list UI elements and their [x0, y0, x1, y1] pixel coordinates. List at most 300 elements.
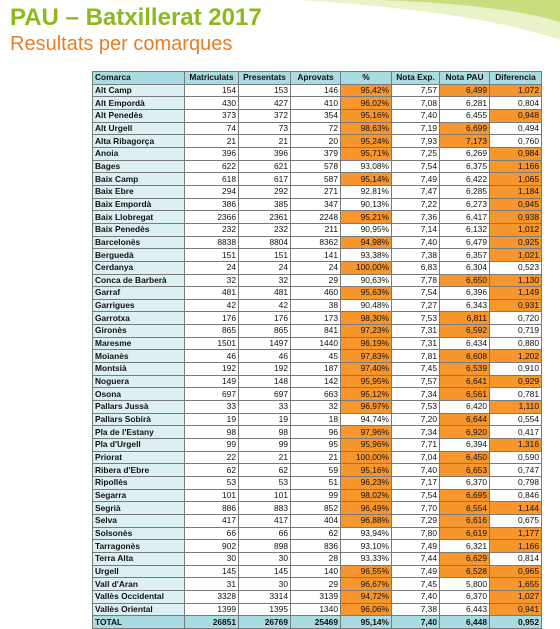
presentats-cell: 53	[239, 477, 291, 490]
matriculats-cell: 21	[185, 135, 239, 148]
comarca-cell: Urgell	[93, 565, 185, 578]
nota-exp-cell: 7,54	[392, 160, 440, 173]
comarca-cell: Vall d'Aran	[93, 578, 185, 591]
diferencia-cell: 0,804	[490, 97, 542, 110]
table-row	[93, 502, 542, 515]
diferencia-cell: 1,655	[490, 578, 542, 591]
presentats-cell: 24	[239, 261, 291, 274]
aprovats-cell: 24	[291, 261, 341, 274]
results-table-container	[92, 71, 541, 629]
nota-pau-cell: 6,132	[440, 223, 490, 236]
diferencia-cell: 0,554	[490, 413, 542, 426]
nota-pau-cell: 6,443	[440, 603, 490, 616]
comarca-cell: Osona	[93, 388, 185, 401]
percent-cell: 96,55%	[341, 565, 392, 578]
column-header: Diferencia	[490, 72, 542, 85]
table-row	[93, 274, 542, 287]
nota-pau-cell: 6,499	[440, 84, 490, 97]
nota-pau-cell: 7,173	[440, 135, 490, 148]
nota-exp-cell: 7,54	[392, 287, 440, 300]
diferencia-cell: 0,747	[490, 464, 542, 477]
diferencia-cell: 1,021	[490, 249, 542, 262]
diferencia-cell: 0,814	[490, 552, 542, 565]
matriculats-cell: 62	[185, 464, 239, 477]
column-header: Nota Exp.	[392, 72, 440, 85]
percent-cell: 96,88%	[341, 514, 392, 527]
aprovats-cell: 404	[291, 514, 341, 527]
matriculats-cell: 622	[185, 160, 239, 173]
nota-exp-cell: 7,19	[392, 122, 440, 135]
percent-cell: 97,23%	[341, 325, 392, 338]
diferencia-cell: 0,798	[490, 477, 542, 490]
percent-cell: 95,24%	[341, 135, 392, 148]
column-header: %	[341, 72, 392, 85]
nota-exp-cell: 7,93	[392, 135, 440, 148]
comarca-cell: Baix Penedès	[93, 223, 185, 236]
comarca-cell: Alt Camp	[93, 84, 185, 97]
matriculats-cell: 101	[185, 489, 239, 502]
matriculats-cell: 2366	[185, 211, 239, 224]
table-row	[93, 97, 542, 110]
presentats-cell: 30	[239, 552, 291, 565]
percent-cell: 95,12%	[341, 388, 392, 401]
comarca-cell: Alt Empordà	[93, 97, 185, 110]
percent-cell: 95,63%	[341, 287, 392, 300]
presentats-cell: 42	[239, 299, 291, 312]
diferencia-cell: 1,166	[490, 160, 542, 173]
presentats-cell: 33	[239, 401, 291, 414]
table-row	[93, 590, 542, 603]
nota-exp-cell: 7,31	[392, 325, 440, 338]
nota-exp-cell: 7,45	[392, 578, 440, 591]
diferencia-cell: 0,938	[490, 211, 542, 224]
aprovats-cell: 1340	[291, 603, 341, 616]
aprovats-cell: 187	[291, 363, 341, 376]
percent-cell: 100,00%	[341, 261, 392, 274]
table-row	[93, 312, 542, 325]
percent-cell: 93,94%	[341, 527, 392, 540]
percent-cell: 95,96%	[341, 439, 392, 452]
nota-pau-cell: 6,450	[440, 451, 490, 464]
total-matriculats-cell: 26851	[185, 616, 239, 629]
aprovats-cell: 1440	[291, 337, 341, 350]
diferencia-cell: 0,941	[490, 603, 542, 616]
comarca-cell: Gironès	[93, 325, 185, 338]
matriculats-cell: 31	[185, 578, 239, 591]
diferencia-cell: 1,149	[490, 287, 542, 300]
nota-pau-cell: 6,608	[440, 350, 490, 363]
percent-cell: 95,14%	[341, 173, 392, 186]
aprovats-cell: 28	[291, 552, 341, 565]
presentats-cell: 621	[239, 160, 291, 173]
presentats-cell: 192	[239, 363, 291, 376]
matriculats-cell: 151	[185, 249, 239, 262]
table-row	[93, 413, 542, 426]
table-row	[93, 147, 542, 160]
presentats-cell: 292	[239, 185, 291, 198]
percent-cell: 97,96%	[341, 426, 392, 439]
nota-pau-cell: 6,370	[440, 477, 490, 490]
table-row	[93, 173, 542, 186]
aprovats-cell: 852	[291, 502, 341, 515]
table-row	[93, 489, 542, 502]
total-percent-cell: 95,14%	[341, 616, 392, 629]
matriculats-cell: 30	[185, 552, 239, 565]
presentats-cell: 697	[239, 388, 291, 401]
table-row	[93, 565, 542, 578]
table-row	[93, 135, 542, 148]
percent-cell: 93,33%	[341, 552, 392, 565]
nota-pau-cell: 6,641	[440, 375, 490, 388]
diferencia-cell: 0,760	[490, 135, 542, 148]
nota-pau-cell: 6,699	[440, 122, 490, 135]
comarca-cell: Priorat	[93, 451, 185, 464]
table-row	[93, 552, 542, 565]
diferencia-cell: 1,202	[490, 350, 542, 363]
table-row	[93, 261, 542, 274]
nota-exp-cell: 6,83	[392, 261, 440, 274]
nota-pau-cell: 6,455	[440, 109, 490, 122]
table-row	[93, 514, 542, 527]
nota-pau-cell: 6,592	[440, 325, 490, 338]
percent-cell: 93,08%	[341, 160, 392, 173]
percent-cell: 96,06%	[341, 603, 392, 616]
table-row	[93, 223, 542, 236]
percent-cell: 96,67%	[341, 578, 392, 591]
matriculats-cell: 33	[185, 401, 239, 414]
nota-exp-cell: 7,38	[392, 249, 440, 262]
table-row	[93, 325, 542, 338]
table-row	[93, 299, 542, 312]
comarca-cell: Alt Urgell	[93, 122, 185, 135]
diferencia-cell: 0,945	[490, 198, 542, 211]
nota-exp-cell: 7,04	[392, 451, 440, 464]
aprovats-cell: 211	[291, 223, 341, 236]
nota-exp-cell: 7,25	[392, 147, 440, 160]
comarca-cell: Maresme	[93, 337, 185, 350]
diferencia-cell: 0,984	[490, 147, 542, 160]
table-row	[93, 578, 542, 591]
nota-pau-cell: 6,281	[440, 97, 490, 110]
nota-exp-cell: 7,08	[392, 97, 440, 110]
comarca-cell: Cerdanya	[93, 261, 185, 274]
nota-pau-cell: 6,619	[440, 527, 490, 540]
table-row	[93, 439, 542, 452]
matriculats-cell: 42	[185, 299, 239, 312]
nota-pau-cell: 6,479	[440, 236, 490, 249]
nota-pau-cell: 6,920	[440, 426, 490, 439]
aprovats-cell: 836	[291, 540, 341, 553]
presentats-cell: 385	[239, 198, 291, 211]
presentats-cell: 151	[239, 249, 291, 262]
nota-exp-cell: 7,38	[392, 603, 440, 616]
percent-cell: 96,23%	[341, 477, 392, 490]
aprovats-cell: 663	[291, 388, 341, 401]
total-aprovats-cell: 25469	[291, 616, 341, 629]
table-total-row	[93, 616, 542, 629]
presentats-cell: 417	[239, 514, 291, 527]
nota-exp-cell: 7,40	[392, 109, 440, 122]
nota-pau-cell: 6,370	[440, 590, 490, 603]
comarca-cell: Garraf	[93, 287, 185, 300]
total-nota-exp-cell: 7,40	[392, 616, 440, 629]
matriculats-cell: 176	[185, 312, 239, 325]
nota-pau-cell: 6,417	[440, 211, 490, 224]
percent-cell: 98,02%	[341, 489, 392, 502]
percent-cell: 92,81%	[341, 185, 392, 198]
table-row	[93, 198, 542, 211]
column-header: Matriculats	[185, 72, 239, 85]
comarca-cell: Ripollès	[93, 477, 185, 490]
table-row	[93, 236, 542, 249]
matriculats-cell: 886	[185, 502, 239, 515]
diferencia-cell: 1,184	[490, 185, 542, 198]
aprovats-cell: 354	[291, 109, 341, 122]
percent-cell: 94,98%	[341, 236, 392, 249]
table-row	[93, 401, 542, 414]
percent-cell: 95,95%	[341, 375, 392, 388]
comarca-cell: Pallars Jussà	[93, 401, 185, 414]
comarca-cell: Alta Ribagorça	[93, 135, 185, 148]
percent-cell: 96,19%	[341, 337, 392, 350]
comarca-cell: Pla d'Urgell	[93, 439, 185, 452]
aprovats-cell: 146	[291, 84, 341, 97]
table-row	[93, 464, 542, 477]
nota-pau-cell: 6,561	[440, 388, 490, 401]
comarca-cell: Alt Penedès	[93, 109, 185, 122]
aprovats-cell: 72	[291, 122, 341, 135]
presentats-cell: 66	[239, 527, 291, 540]
matriculats-cell: 32	[185, 274, 239, 287]
diferencia-cell: 0,931	[490, 299, 542, 312]
comarca-cell: Baix Empordà	[93, 198, 185, 211]
aprovats-cell: 2248	[291, 211, 341, 224]
presentats-cell: 30	[239, 578, 291, 591]
diferencia-cell: 1,065	[490, 173, 542, 186]
nota-pau-cell: 6,528	[440, 565, 490, 578]
presentats-cell: 148	[239, 375, 291, 388]
diferencia-cell: 0,925	[490, 236, 542, 249]
matriculats-cell: 66	[185, 527, 239, 540]
nota-pau-cell: 5,800	[440, 578, 490, 591]
aprovats-cell: 141	[291, 249, 341, 262]
matriculats-cell: 24	[185, 261, 239, 274]
column-header: Nota PAU	[440, 72, 490, 85]
aprovats-cell: 460	[291, 287, 341, 300]
nota-exp-cell: 7,36	[392, 211, 440, 224]
table-row	[93, 527, 542, 540]
aprovats-cell: 45	[291, 350, 341, 363]
comarca-cell: Vallès Occidental	[93, 590, 185, 603]
matriculats-cell: 232	[185, 223, 239, 236]
comarca-cell: Moianès	[93, 350, 185, 363]
aprovats-cell: 173	[291, 312, 341, 325]
table-row	[93, 160, 542, 173]
nota-pau-cell: 6,285	[440, 185, 490, 198]
presentats-cell: 19	[239, 413, 291, 426]
diferencia-cell: 1,177	[490, 527, 542, 540]
aprovats-cell: 347	[291, 198, 341, 211]
presentats-cell: 898	[239, 540, 291, 553]
results-table	[92, 71, 542, 629]
diferencia-cell: 1,166	[490, 540, 542, 553]
nota-pau-cell: 6,695	[440, 489, 490, 502]
nota-pau-cell: 6,644	[440, 413, 490, 426]
diferencia-cell: 1,144	[490, 502, 542, 515]
comarca-cell: Baix Llobregat	[93, 211, 185, 224]
diferencia-cell: 0,880	[490, 337, 542, 350]
nota-exp-cell: 7,40	[392, 236, 440, 249]
diferencia-cell: 0,965	[490, 565, 542, 578]
percent-cell: 96,02%	[341, 97, 392, 110]
comarca-cell: Pla de l'Estany	[93, 426, 185, 439]
matriculats-cell: 22	[185, 451, 239, 464]
diferencia-cell: 0,846	[490, 489, 542, 502]
nota-pau-cell: 6,321	[440, 540, 490, 553]
comarca-cell: Segarra	[93, 489, 185, 502]
nota-pau-cell: 6,422	[440, 173, 490, 186]
presentats-cell: 98	[239, 426, 291, 439]
percent-cell: 93,10%	[341, 540, 392, 553]
nota-pau-cell: 6,273	[440, 198, 490, 211]
nota-exp-cell: 7,70	[392, 502, 440, 515]
presentats-cell: 1395	[239, 603, 291, 616]
nota-pau-cell: 6,653	[440, 464, 490, 477]
percent-cell: 90,63%	[341, 274, 392, 287]
nota-exp-cell: 7,40	[392, 590, 440, 603]
aprovats-cell: 29	[291, 274, 341, 287]
matriculats-cell: 902	[185, 540, 239, 553]
nota-pau-cell: 6,811	[440, 312, 490, 325]
comarca-cell: Conca de Barberà	[93, 274, 185, 287]
diferencia-cell: 0,910	[490, 363, 542, 376]
matriculats-cell: 99	[185, 439, 239, 452]
nota-pau-cell: 6,375	[440, 160, 490, 173]
matriculats-cell: 373	[185, 109, 239, 122]
table-row	[93, 84, 542, 97]
comarca-cell: Ribera d'Ebre	[93, 464, 185, 477]
diferencia-cell: 0,929	[490, 375, 542, 388]
table-row	[93, 211, 542, 224]
page-title: PAU – Batxillerat 2017	[10, 4, 262, 31]
table-row	[93, 287, 542, 300]
percent-cell: 98,63%	[341, 122, 392, 135]
aprovats-cell: 18	[291, 413, 341, 426]
matriculats-cell: 430	[185, 97, 239, 110]
diferencia-cell: 1,072	[490, 84, 542, 97]
percent-cell: 98,30%	[341, 312, 392, 325]
diferencia-cell: 0,948	[490, 109, 542, 122]
table-row	[93, 185, 542, 198]
matriculats-cell: 417	[185, 514, 239, 527]
aprovats-cell: 379	[291, 147, 341, 160]
nota-pau-cell: 6,629	[440, 552, 490, 565]
aprovats-cell: 95	[291, 439, 341, 452]
percent-cell: 96,97%	[341, 401, 392, 414]
table-row	[93, 375, 542, 388]
nota-exp-cell: 7,27	[392, 299, 440, 312]
presentats-cell: 427	[239, 97, 291, 110]
percent-cell: 94,74%	[341, 413, 392, 426]
diferencia-cell: 0,417	[490, 426, 542, 439]
presentats-cell: 99	[239, 439, 291, 452]
matriculats-cell: 396	[185, 147, 239, 160]
percent-cell: 95,21%	[341, 211, 392, 224]
diferencia-cell: 1,110	[490, 401, 542, 414]
percent-cell: 95,16%	[341, 464, 392, 477]
nota-exp-cell: 7,47	[392, 185, 440, 198]
percent-cell: 93,38%	[341, 249, 392, 262]
matriculats-cell: 8838	[185, 236, 239, 249]
table-header-row	[93, 72, 542, 85]
diferencia-cell: 1,130	[490, 274, 542, 287]
matriculats-cell: 865	[185, 325, 239, 338]
percent-cell: 97,40%	[341, 363, 392, 376]
nota-exp-cell: 7,57	[392, 375, 440, 388]
nota-exp-cell: 7,34	[392, 426, 440, 439]
aprovats-cell: 140	[291, 565, 341, 578]
aprovats-cell: 29	[291, 578, 341, 591]
aprovats-cell: 142	[291, 375, 341, 388]
table-row	[93, 540, 542, 553]
table-row	[93, 477, 542, 490]
nota-pau-cell: 6,616	[440, 514, 490, 527]
comarca-cell: Bages	[93, 160, 185, 173]
presentats-cell: 46	[239, 350, 291, 363]
diferencia-cell: 1,012	[490, 223, 542, 236]
aprovats-cell: 99	[291, 489, 341, 502]
comarca-cell: Terra Alta	[93, 552, 185, 565]
presentats-cell: 101	[239, 489, 291, 502]
table-row	[93, 350, 542, 363]
matriculats-cell: 53	[185, 477, 239, 490]
nota-pau-cell: 6,420	[440, 401, 490, 414]
nota-exp-cell: 7,49	[392, 173, 440, 186]
aprovats-cell: 271	[291, 185, 341, 198]
nota-exp-cell: 7,31	[392, 337, 440, 350]
percent-cell: 96,49%	[341, 502, 392, 515]
presentats-cell: 865	[239, 325, 291, 338]
comarca-cell: Garrigues	[93, 299, 185, 312]
aprovats-cell: 51	[291, 477, 341, 490]
nota-exp-cell: 7,80	[392, 527, 440, 540]
matriculats-cell: 294	[185, 185, 239, 198]
aprovats-cell: 3139	[291, 590, 341, 603]
total-nota-pau-cell: 6,448	[440, 616, 490, 629]
matriculats-cell: 46	[185, 350, 239, 363]
nota-exp-cell: 7,54	[392, 489, 440, 502]
presentats-cell: 73	[239, 122, 291, 135]
nota-exp-cell: 7,40	[392, 464, 440, 477]
aprovats-cell: 32	[291, 401, 341, 414]
nota-exp-cell: 7,81	[392, 350, 440, 363]
presentats-cell: 21	[239, 451, 291, 464]
nota-exp-cell: 7,17	[392, 477, 440, 490]
diferencia-cell: 0,719	[490, 325, 542, 338]
nota-exp-cell: 7,29	[392, 514, 440, 527]
matriculats-cell: 386	[185, 198, 239, 211]
table-row	[93, 363, 542, 376]
presentats-cell: 617	[239, 173, 291, 186]
diferencia-cell: 0,720	[490, 312, 542, 325]
matriculats-cell: 154	[185, 84, 239, 97]
comarca-cell: Noguera	[93, 375, 185, 388]
aprovats-cell: 8362	[291, 236, 341, 249]
percent-cell: 94,72%	[341, 590, 392, 603]
matriculats-cell: 697	[185, 388, 239, 401]
percent-cell: 95,16%	[341, 109, 392, 122]
matriculats-cell: 618	[185, 173, 239, 186]
